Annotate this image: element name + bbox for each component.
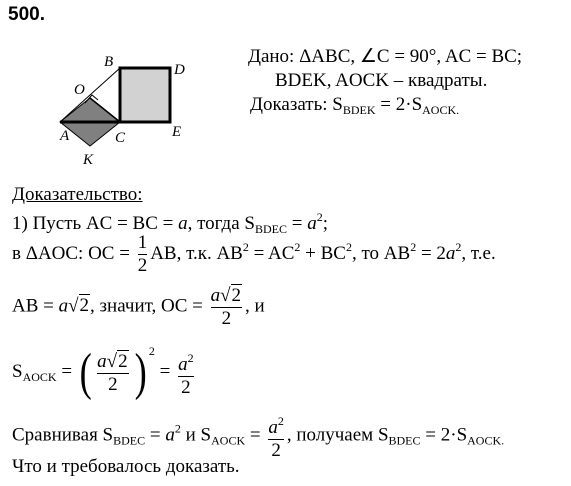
proof-line-5: Сравнивая $S_{BDEC} = a^2$ и $S_{AOCK}$ = $\frac{a^2}{2}$ , получаем $S_{BDEC} = 2\cdot S_{AOCK.}$ [12, 414, 505, 461]
label-c: C [115, 130, 126, 146]
label-d: D [174, 62, 185, 78]
proof-line-4: $S_{AOCK}$ = ( $\frac{a√2}{2}$ ) $^2$ = $\frac{a^2}{2}$ [12, 343, 194, 401]
fraction-one-half: $\frac{1}{2}$ [137, 232, 148, 276]
proof-heading: Доказательство: [12, 184, 143, 205]
proof-line-2: в ΔAOC: OC = $\frac{1}{2}$ AB, т.к. $AB^2 = AC^2 + BC^2$, то $AB^2 = 2a^2$, т.е. [12, 232, 496, 276]
geometry-figure [50, 50, 200, 170]
proof-line-3: AB = a√2, значит, OC = $\frac{a√2}{2}$ , и [12, 285, 265, 329]
proof-conclusion: Что и требовалось доказать. [12, 456, 240, 477]
proof-line-1: 1) Пусть AC = BC = a, тогда $S_{BDEC} = a^2$; [12, 210, 328, 236]
given-line-2: BDEK, AOCK – квадраты. [275, 70, 488, 91]
square-bdek [120, 68, 170, 122]
prove-line: Доказать: $S_{BDEK} = 2\cdot S_{AOCK.}$ [250, 94, 460, 117]
label-k: K [83, 152, 94, 168]
label-a: A [60, 128, 70, 144]
label-e: E [172, 124, 182, 140]
label-o: O [74, 82, 85, 98]
fraction-a-root2-over-2: $\frac{a√2}{2}$ [210, 285, 242, 329]
label-b: B [104, 54, 114, 70]
problem-number: 500. [8, 4, 45, 25]
given-line-1: Дано: ΔABC, ∠C = 90°, AC = BC; [248, 46, 523, 67]
